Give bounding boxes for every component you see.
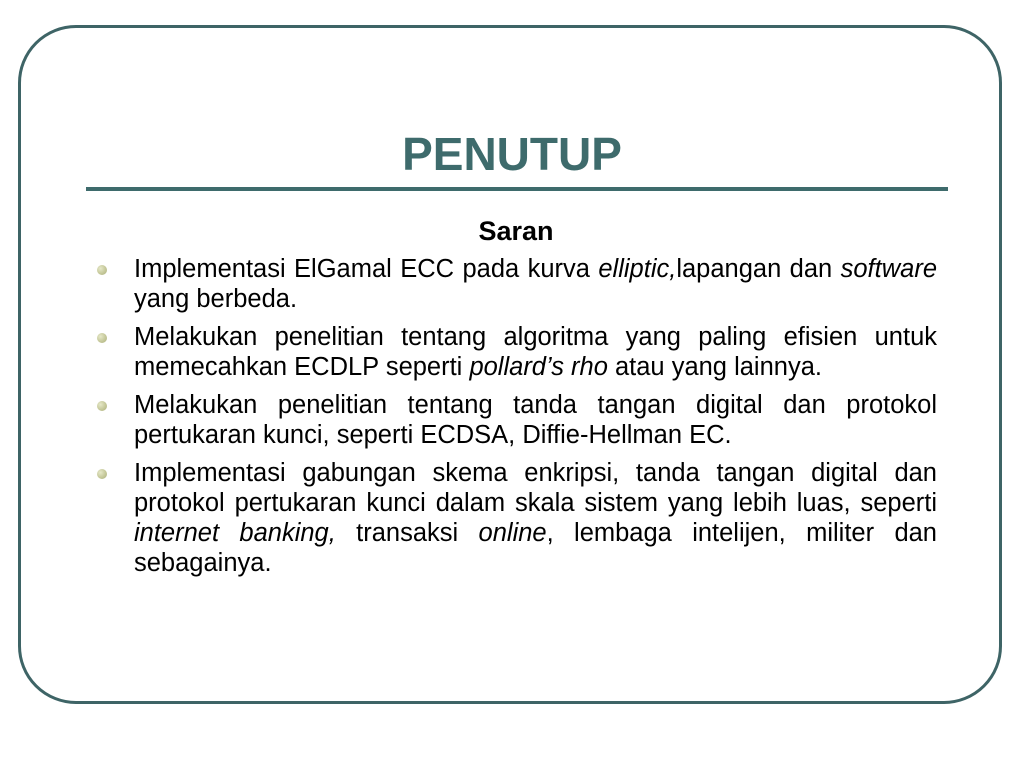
bullet-text-italic: pollard’s rho — [469, 353, 608, 381]
bullet-text-part: transaksi — [335, 519, 479, 547]
title-underline — [86, 187, 948, 191]
bullet-icon — [97, 333, 107, 343]
bullet-text-part: Melakukan penelitian tentang algoritma yang paling efisien untuk memecahkan ECDLP seperti — [134, 323, 937, 381]
slide-title: PENUTUP — [402, 128, 622, 180]
bullet-text-italic: internet banking, — [134, 519, 336, 547]
bullet-text-part: Melakukan penelitian tentang tanda tangan digital dan protokol pertukaran kunci, seperti ECDSA, Diffie-Hellman EC. — [134, 391, 937, 449]
bullet-item — [134, 390, 937, 450]
bullet-text-part: lapangan dan — [676, 255, 841, 283]
bullet-text-part: , lembaga intelijen, militer dan sebagainya. — [134, 519, 937, 577]
bullet-item — [134, 254, 937, 314]
section-heading: Saran — [478, 216, 554, 246]
bullet-text-part: yang berbeda. — [134, 285, 298, 313]
bullet-item — [134, 322, 937, 382]
bullet-icon — [97, 401, 107, 411]
bullet-text-part: atau yang lainnya. — [607, 353, 822, 381]
bullet-list — [134, 254, 937, 586]
bullet-text-italic: online — [478, 519, 547, 547]
bullet-icon — [97, 469, 107, 479]
bullet-text-italic: software — [840, 255, 937, 283]
bullet-text-part: Implementasi ElGamal ECC pada kurva — [134, 255, 599, 283]
bullet-text-part: Implementasi gabungan skema enkripsi, tanda tangan digital dan protokol pertukaran kunci dalam skala sistem yang lebih luas, seperti — [134, 459, 937, 517]
bullet-item — [134, 458, 937, 578]
bullet-icon — [97, 265, 107, 275]
bullet-text-italic: elliptic, — [598, 255, 677, 283]
